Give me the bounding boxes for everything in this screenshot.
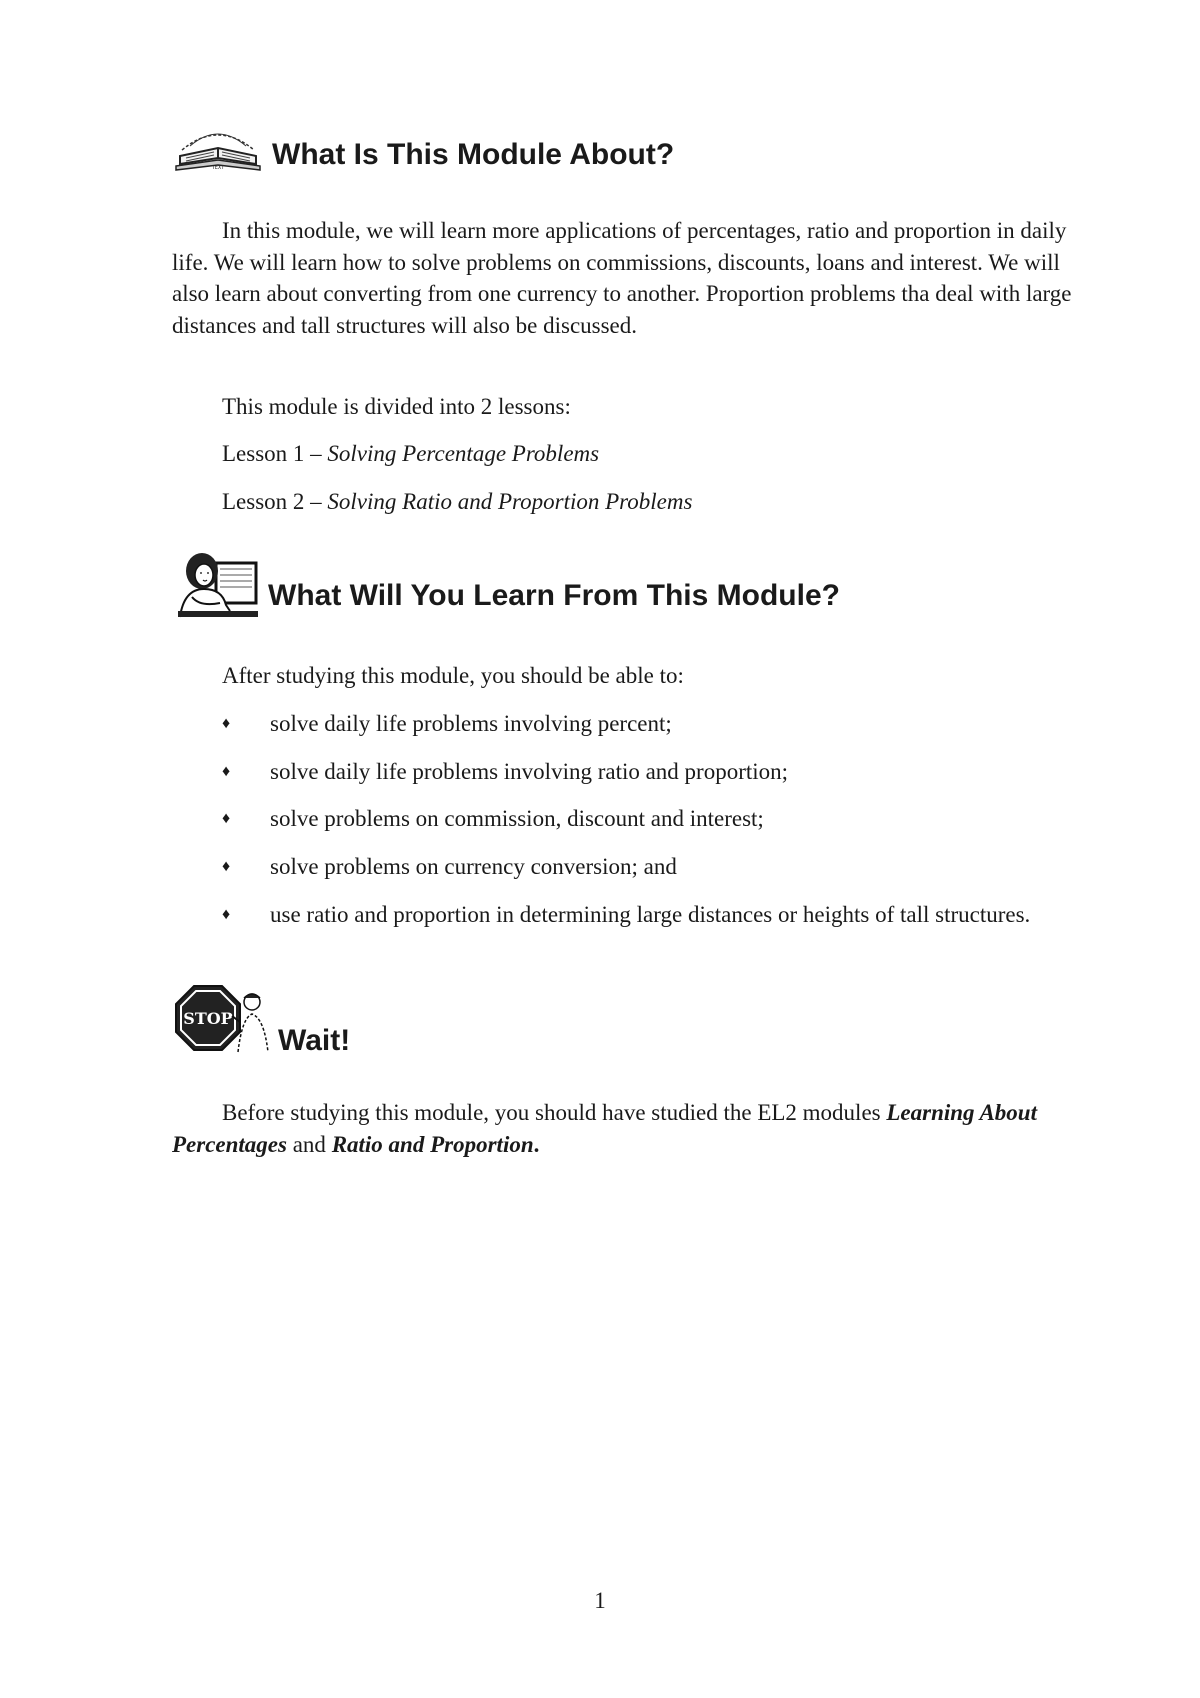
- list-item-text: solve problems on commission, discount and interest;: [270, 806, 764, 831]
- wait-paragraph: [172, 1097, 1072, 1160]
- section-title: Wait!: [278, 1024, 351, 1057]
- diamond-bullet-icon: ♦: [222, 906, 231, 923]
- about-paragraph: In this module, we will learn more applications of percentages, ratio and proportion in daily life. We will learn how to solve problems on commissions, discounts, loans and interest. We will also learn about converting from one currency to another. Proportion problems tha deal with large distances and tall structures will also be discussed.: [172, 218, 1072, 338]
- list-item: [222, 851, 1082, 883]
- svg-text:TEXT: TEXT: [211, 165, 225, 171]
- page-number: 1: [594, 1588, 606, 1613]
- module-ref-ratio: Ratio and Proportion: [331, 1131, 534, 1157]
- diamond-bullet-icon: ♦: [222, 810, 231, 827]
- lesson-2: [222, 486, 692, 518]
- diamond-bullet-icon: ♦: [222, 858, 231, 875]
- wait-text-before: Before studying this module, you should have studied the EL2 modules: [222, 1100, 887, 1125]
- lesson-1-name: Solving Percentage Problems: [327, 441, 600, 466]
- section-title: What Will You Learn From This Module?: [268, 579, 840, 612]
- wait-text-end: .: [533, 1131, 540, 1157]
- list-item-text: solve daily life problems involving ratio and proportion;: [270, 759, 789, 784]
- lessons-intro: This module is divided into 2 lessons:: [222, 394, 571, 419]
- section-heading-about: [172, 112, 674, 174]
- stop-sign-text: STOP: [183, 1009, 233, 1028]
- learn-intro: After studying this module, you should be able to:: [222, 663, 684, 688]
- list-item: [222, 708, 1082, 740]
- lesson-1-prefix: Lesson 1 –: [222, 441, 328, 466]
- section-title: What Is This Module About?: [272, 138, 675, 171]
- section-heading-learn: [172, 545, 840, 621]
- list-item-text: use ratio and proportion in determining large distances or heights of tall structures.: [270, 902, 1031, 927]
- module-ref-percentages: Learning About Percentages: [172, 1100, 1037, 1157]
- diamond-bullet-icon: ♦: [222, 715, 231, 732]
- reading-person-icon: [172, 545, 260, 621]
- list-item: [222, 899, 1082, 931]
- list-item-text: solve daily life problems involving percent;: [270, 711, 672, 736]
- list-item-text: solve problems on currency conversion; and: [270, 854, 677, 879]
- lesson-2-name: Solving Ratio and Proportion Problems: [327, 489, 693, 514]
- wait-text-middle: and: [286, 1131, 332, 1157]
- lesson-2-prefix: Lesson 2 –: [222, 489, 328, 514]
- lesson-1: [222, 438, 599, 470]
- list-item: [222, 803, 1082, 835]
- diamond-bullet-icon: ♦: [222, 763, 231, 780]
- section-heading-wait: [172, 982, 350, 1060]
- list-item: [222, 756, 1082, 788]
- open-book-icon: [172, 112, 264, 174]
- stop-sign-icon: [172, 982, 272, 1060]
